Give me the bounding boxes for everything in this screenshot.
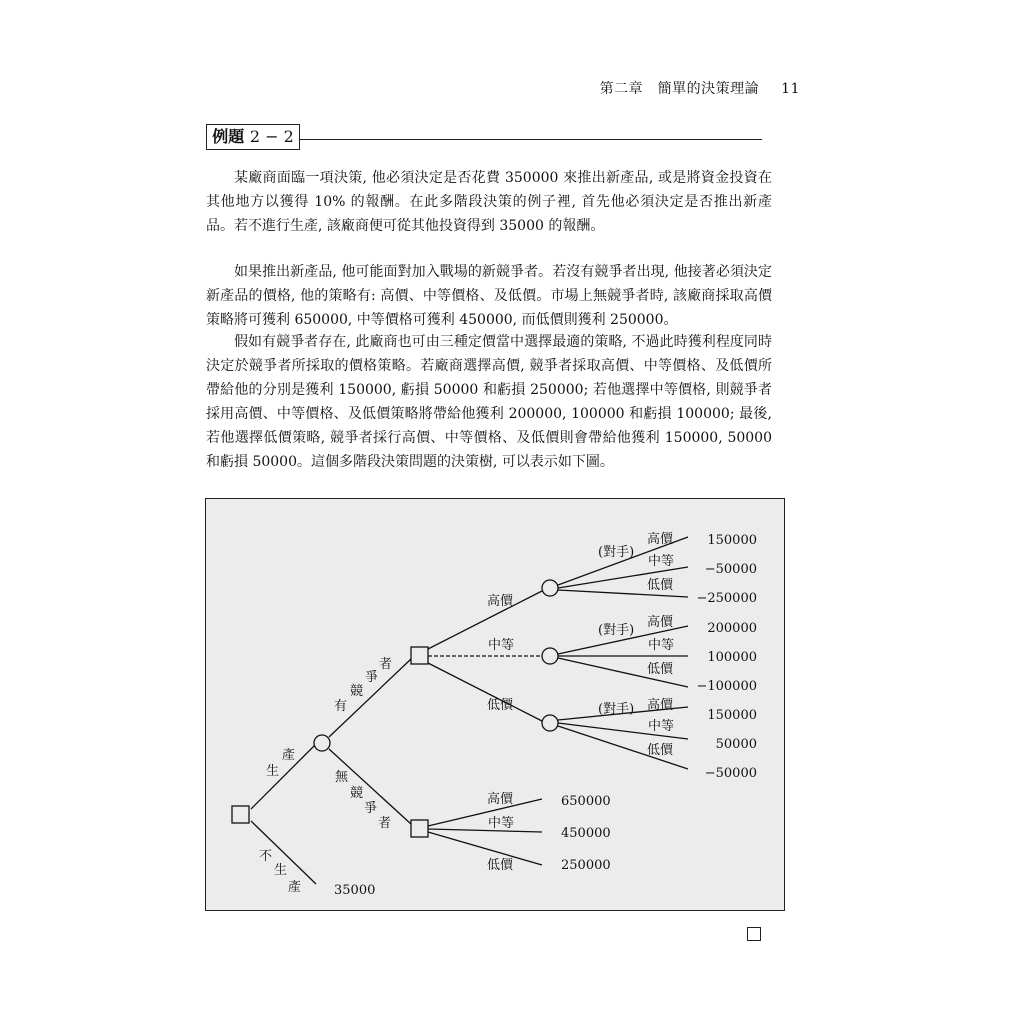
payoff-mid-mid: 100000: [707, 650, 757, 665]
page-number: 11: [781, 81, 800, 97]
decision-tree-svg: [206, 499, 786, 912]
label-produce-2: 產: [282, 748, 296, 763]
payoff-low-low: −50000: [704, 766, 757, 781]
edge-comp-high: [428, 591, 542, 649]
edge-nocomp-mid: [428, 829, 542, 832]
payoff-low-high: 150000: [707, 708, 757, 723]
edge-nocomp-low: [428, 832, 542, 865]
payoff-high-mid: −50000: [704, 562, 757, 577]
payoff-mid-high: 200000: [707, 621, 757, 636]
payoff-nocomp-mid: 450000: [561, 826, 611, 841]
running-head: [560, 78, 800, 98]
label-ch-low-low: 低價: [647, 743, 674, 758]
chance-node-low: [542, 715, 558, 731]
label-comp-mid: 中等: [488, 638, 515, 653]
label-with-competitor-4: 者: [379, 657, 393, 672]
competitor-chance-node: [314, 735, 330, 751]
label-not-produce-1: 不: [259, 849, 273, 864]
label-not-produce-2: 生: [274, 863, 288, 878]
payoff-mid-low: −100000: [696, 679, 757, 694]
label-nocomp-mid: 中等: [488, 816, 515, 831]
example-heading: [206, 124, 300, 150]
label-opponent-mid: (對手): [598, 623, 635, 638]
label-no-competitor-2: 競: [350, 786, 364, 801]
label-ch-high-low: 低價: [647, 578, 674, 593]
edge-comp-low: [428, 663, 542, 721]
label-ch-low-mid: 中等: [648, 719, 675, 734]
root-decision-node: [232, 806, 249, 823]
label-comp-high: 高價: [487, 594, 514, 609]
label-produce-1: 生: [266, 764, 280, 779]
label-not-produce-3: 產: [288, 880, 302, 895]
label-no-competitor-3: 爭: [364, 801, 378, 816]
label-with-competitor-3: 爭: [365, 670, 379, 685]
label-nocomp-high: 高價: [487, 792, 514, 807]
edge-nocomp-high: [428, 799, 542, 826]
chance-node-mid: [542, 648, 558, 664]
decision-node-no-competitor: [411, 820, 428, 837]
decision-node-with-competitor: [411, 647, 428, 664]
end-of-proof-mark: [747, 927, 761, 941]
example-rule: [300, 139, 762, 140]
label-ch-mid-high: 高價: [647, 615, 674, 630]
label-opponent-high: (對手): [598, 545, 635, 560]
label-comp-low: 低價: [487, 698, 514, 713]
payoff-high-high: 150000: [707, 533, 757, 548]
paragraph-2: 如果推出新產品, 他可能面對加入戰場的新競爭者。若沒有競爭者出現, 他接著必須決定新產品的價格, 他的策略有: 高價、中等價格、及低價。市場上無競爭者時, 該廠商採取高價策略將可獲利 650000, 中等價格可獲利 450000, 而低價則獲利 250000。: [206, 264, 772, 328]
label-no-competitor-4: 者: [378, 816, 392, 831]
decision-tree-figure: [205, 498, 785, 911]
paragraph-1: 某廠商面臨一項決策, 他必須決定是否花費 350000 來推出新產品, 或是將資金投資在其他地方以獲得 10% 的報酬。在此多階段決策的例子裡, 首先他必須決定是否推出新產品。若不進行生產, 該廠商便可從其他投資得到 35000 的報酬。: [206, 170, 772, 234]
paragraph-3: 假如有競爭者存在, 此廠商也可由三種定價當中選擇最適的策略, 不過此時獲利程度同時決定於競爭者所採取的價格策略。若廠商選擇高價, 競爭者採取高價、中等價格、及低價所帶給他的分別是獲利 150000, 虧損 50000 和虧損 250000; 若他選擇中等價格, 則競爭者採用高價、中等價格、及低價策略將帶給他獲利 200000, 100000 和虧損 100000; 最後, 若他選擇低價策略, 競爭者採行高價、中等價格、及低價則會帶給他獲利 150000, 50000 和虧損 50000。這個多階段決策問題的決策樹, 可以表示如下圖。: [206, 334, 772, 470]
label-with-competitor-1: 有: [334, 699, 348, 714]
label-ch-low-high: 高價: [647, 698, 674, 713]
example-label: 例題: [212, 127, 245, 146]
label-ch-mid-mid: 中等: [648, 638, 675, 653]
chance-node-high: [542, 580, 558, 596]
payoff-low-mid: 50000: [715, 737, 757, 752]
payoff-nocomp-high: 650000: [561, 794, 611, 809]
label-no-competitor-1: 無: [335, 770, 349, 785]
example-number: 2 − 2: [249, 127, 294, 146]
chapter-title: 第二章 簡單的決策理論: [599, 81, 760, 97]
payoff-not-produce: 35000: [334, 883, 376, 898]
payoff-nocomp-low: 250000: [561, 858, 611, 873]
payoff-high-low: −250000: [696, 591, 757, 606]
label-with-competitor-2: 競: [350, 684, 364, 699]
label-ch-mid-low: 低價: [647, 662, 674, 677]
label-ch-high-mid: 中等: [648, 554, 675, 569]
label-nocomp-low: 低價: [487, 858, 514, 873]
label-ch-high-high: 高價: [647, 532, 674, 547]
label-opponent-low: (對手): [598, 702, 635, 717]
